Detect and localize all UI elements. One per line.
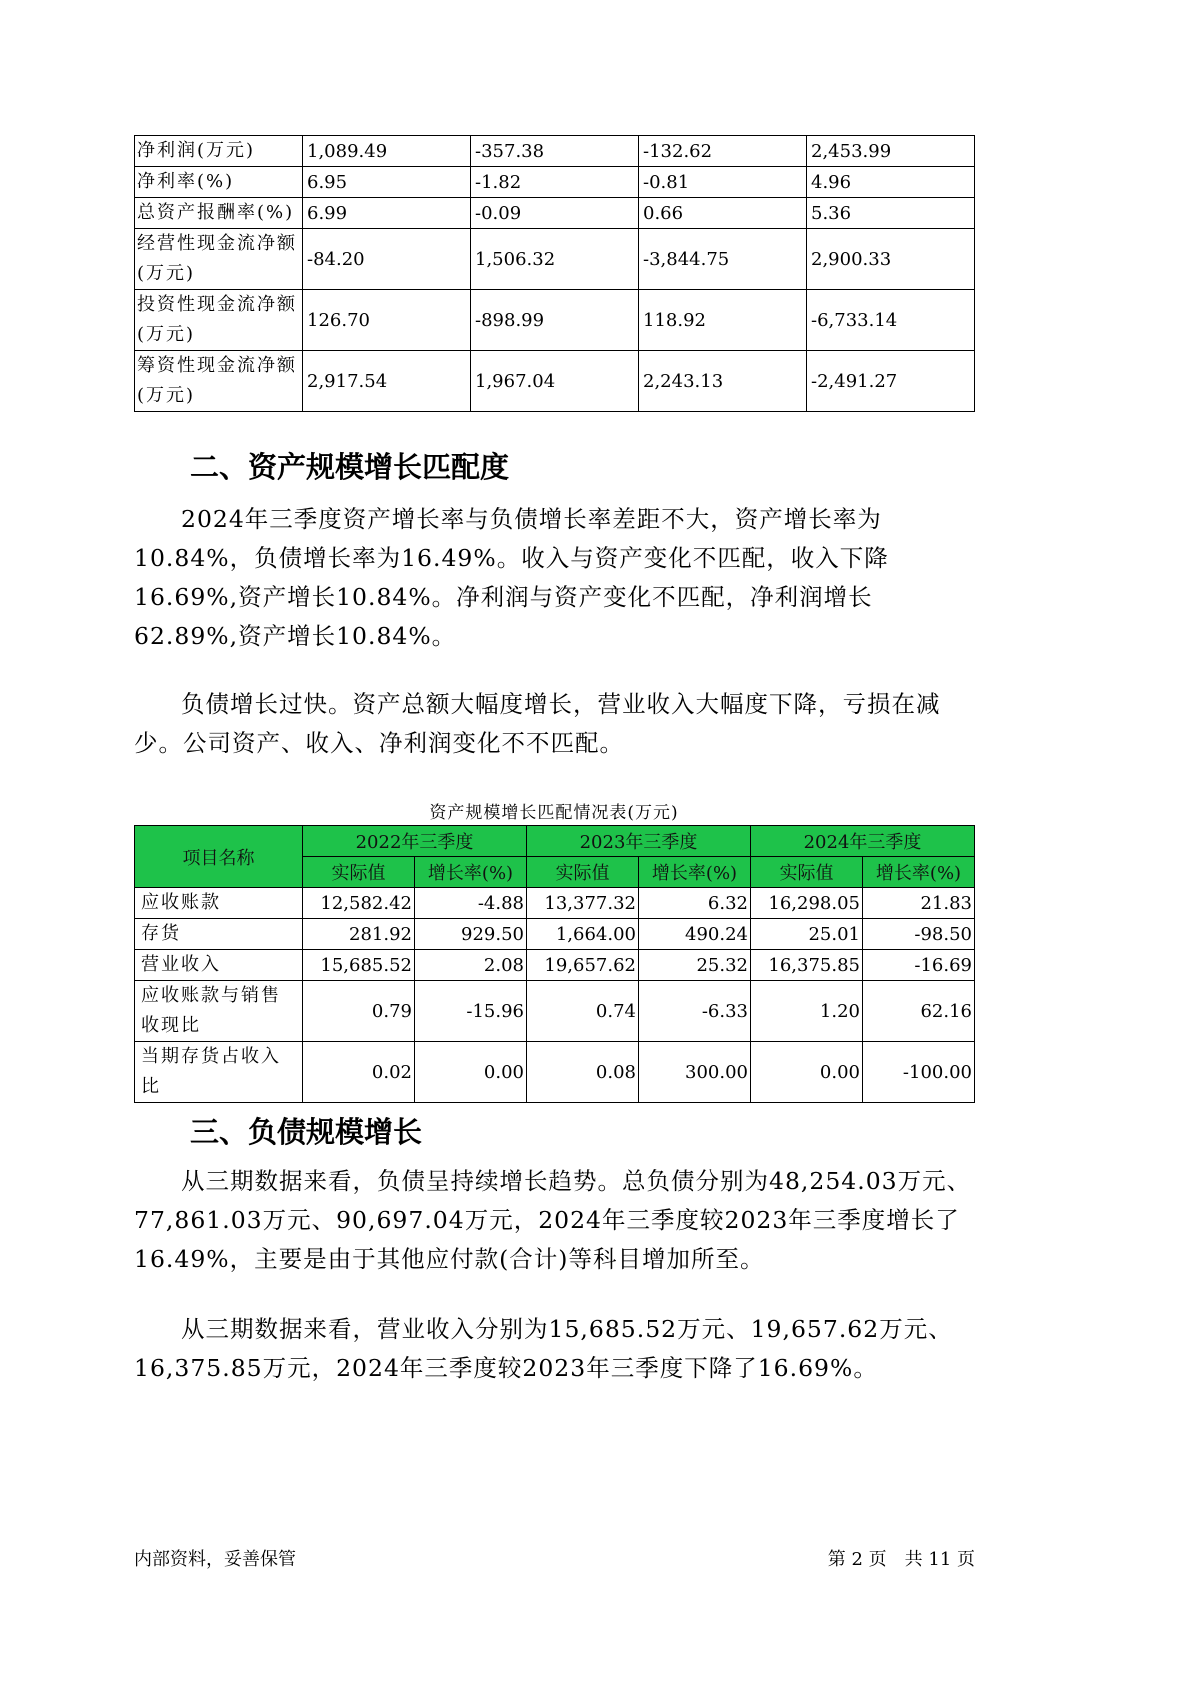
table-cell: 16,298.05 — [751, 888, 863, 919]
table-cell: -84.20 — [303, 229, 471, 290]
footer-page-number: 第 2 页 共 11 页 — [827, 1549, 975, 1570]
table-row — [135, 229, 975, 290]
header-growth: 增长率(%) — [415, 857, 527, 888]
table-row — [135, 167, 975, 198]
paragraph: 负债增长过快。资产总额大幅度增长，营业收入大幅度下降，亏损在减少。公司资产、收入、净利润变化不不匹配。 — [134, 690, 941, 757]
row-label: 筹资性现金流净额(万元) — [135, 351, 303, 412]
table-cell: -0.81 — [639, 167, 807, 198]
table-cell: -2,491.27 — [807, 351, 975, 412]
table-cell: 25.01 — [751, 919, 863, 950]
table-row — [135, 950, 975, 981]
header-growth: 增长率(%) — [639, 857, 751, 888]
table-cell: -357.38 — [471, 136, 639, 167]
table-cell: 0.00 — [751, 1042, 863, 1103]
table-cell: -4.88 — [415, 888, 527, 919]
row-label: 当期存货占收入比 — [135, 1042, 303, 1103]
table-row — [135, 888, 975, 919]
table-cell: 0.00 — [415, 1042, 527, 1103]
row-label: 应收账款 — [135, 888, 303, 919]
table-cell: 1,506.32 — [471, 229, 639, 290]
table-cell: 25.32 — [639, 950, 751, 981]
table-cell: -100.00 — [863, 1042, 975, 1103]
header-actual: 实际值 — [751, 857, 863, 888]
header-period: 2023年三季度 — [527, 826, 751, 857]
table-row — [135, 351, 975, 412]
header-growth: 增长率(%) — [863, 857, 975, 888]
table-row — [135, 290, 975, 351]
table-caption: 资产规模增长匹配情况表(万元) — [429, 803, 679, 823]
table-cell: 0.02 — [303, 1042, 415, 1103]
table-cell: 929.50 — [415, 919, 527, 950]
table-cell: 13,377.32 — [527, 888, 639, 919]
table-cell: -16.69 — [863, 950, 975, 981]
table-cell: 6.99 — [303, 198, 471, 229]
table-cell: 1,967.04 — [471, 351, 639, 412]
table-cell: 6.95 — [303, 167, 471, 198]
table-cell: -15.96 — [415, 981, 527, 1042]
table-row — [135, 198, 975, 229]
table-cell: -1.82 — [471, 167, 639, 198]
table-cell: 4.96 — [807, 167, 975, 198]
table-cell: 16,375.85 — [751, 950, 863, 981]
table-cell: 1.20 — [751, 981, 863, 1042]
header-item-name: 项目名称 — [135, 826, 303, 888]
table-row — [135, 136, 975, 167]
table-cell: 21.83 — [863, 888, 975, 919]
table-cell: -3,844.75 — [639, 229, 807, 290]
table-cell: 300.00 — [639, 1042, 751, 1103]
row-label: 净利率(%) — [135, 167, 303, 198]
table-cell: -132.62 — [639, 136, 807, 167]
row-label: 经营性现金流净额(万元) — [135, 229, 303, 290]
asset-growth-match-table — [134, 825, 975, 1103]
table-cell: -98.50 — [863, 919, 975, 950]
table-cell: 12,582.42 — [303, 888, 415, 919]
financial-metrics-table — [134, 135, 975, 412]
table-cell: 126.70 — [303, 290, 471, 351]
header-row — [135, 826, 975, 857]
table-cell: 0.74 — [527, 981, 639, 1042]
table-cell: -898.99 — [471, 290, 639, 351]
table-cell: 2,243.13 — [639, 351, 807, 412]
header-period: 2024年三季度 — [751, 826, 975, 857]
table-cell: 1,089.49 — [303, 136, 471, 167]
section-heading: 二、资产规模增长匹配度 — [190, 450, 510, 484]
paragraph: 从三期数据来看，营业收入分别为15,685.52万元、19,657.62万元、16,375.85万元，2024年三季度较2023年三季度下降了16.69%。 — [134, 1315, 953, 1382]
row-label: 总资产报酬率(%) — [135, 198, 303, 229]
table-cell: -6.33 — [639, 981, 751, 1042]
paragraph: 2024年三季度资产增长率与负债增长率差距不大，资产增长率为10.84%，负债增长率为16.49%。收入与资产变化不匹配，收入下降16.69%,资产增长10.84%。净利润与资产变化不匹配，净利润增长62.89%,资产增长10.84%。 — [134, 505, 889, 650]
row-label: 应收账款与销售收现比 — [135, 981, 303, 1042]
header-actual: 实际值 — [527, 857, 639, 888]
footer-confidential-note: 内部资料，妥善保管 — [134, 1549, 296, 1570]
table-cell: 6.32 — [639, 888, 751, 919]
table-cell: 0.79 — [303, 981, 415, 1042]
header-actual: 实际值 — [303, 857, 415, 888]
table-cell: 2,453.99 — [807, 136, 975, 167]
table-cell: 2,900.33 — [807, 229, 975, 290]
row-label: 存货 — [135, 919, 303, 950]
table-cell: 1,664.00 — [527, 919, 639, 950]
table-cell: 0.66 — [639, 198, 807, 229]
table-row — [135, 1042, 975, 1103]
table-cell: 118.92 — [639, 290, 807, 351]
section-heading: 三、负债规模增长 — [190, 1115, 423, 1149]
table-cell: 5.36 — [807, 198, 975, 229]
table-cell: 490.24 — [639, 919, 751, 950]
table-row — [135, 919, 975, 950]
row-label: 净利润(万元) — [135, 136, 303, 167]
table-cell: 281.92 — [303, 919, 415, 950]
table-row — [135, 981, 975, 1042]
row-label: 投资性现金流净额(万元) — [135, 290, 303, 351]
table-cell: -6,733.14 — [807, 290, 975, 351]
table-cell: 62.16 — [863, 981, 975, 1042]
table-cell: 2,917.54 — [303, 351, 471, 412]
table-cell: 19,657.62 — [527, 950, 639, 981]
row-label: 营业收入 — [135, 950, 303, 981]
table-cell: 15,685.52 — [303, 950, 415, 981]
table-cell: 0.08 — [527, 1042, 639, 1103]
paragraph: 从三期数据来看，负债呈持续增长趋势。总负债分别为48,254.03万元、77,861.03万元、90,697.04万元，2024年三季度较2023年三季度增长了16.49%，主要是由于其他应付款(合计)等科目增加所至。 — [134, 1167, 972, 1273]
table-cell: -0.09 — [471, 198, 639, 229]
header-period: 2022年三季度 — [303, 826, 527, 857]
table-cell: 2.08 — [415, 950, 527, 981]
